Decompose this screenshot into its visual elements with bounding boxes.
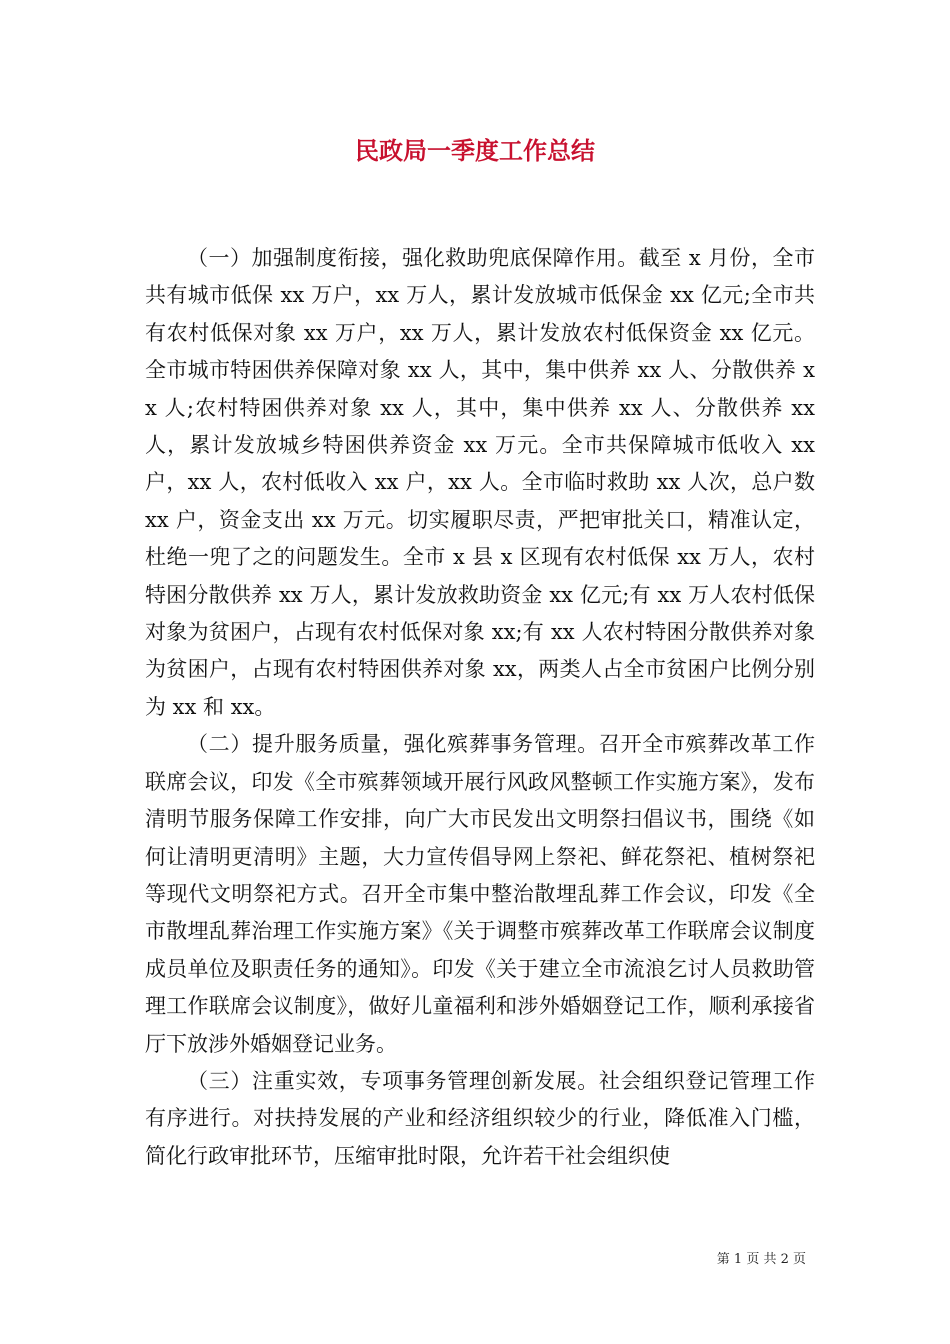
document-body <box>145 240 815 1175</box>
page-number-footer: 第 1 页 共 2 页 <box>716 1252 806 1267</box>
paragraph-3: （三）注重实效，专项事务管理创新发展。社会组织登记管理工作有序进行。对扶持发展的产业和经济组织较少的行业，降低准入门槛，简化行政审批环节，压缩审批时限，允许若干社会组织使 <box>145 1068 815 1168</box>
paragraph-2: （二）提升服务质量，强化殡葬事务管理。召开全市殡葬改革工作联席会议，印发《全市殡葬领域开展行风政风整顿工作实施方案》，发布清明节服务保障工作安排，向广大市民发出文明祭扫倡议书，围绕《如何让清明更清明》主题，大力宣传倡导网上祭祀、鲜花祭祀、植树祭祀等现代文明祭祀方式。召开全市集中整治散埋乱葬工作会议，印发《全市散埋乱葬治理工作实施方案》《关于调整市殡葬改革工作联席会议制度成员单位及职责任务的通知》。印发《关于建立全市流浪乞讨人员救助管理工作联席会议制度》，做好儿童福利和涉外婚姻登记工作，顺利承接省厅下放涉外婚姻登记业务。 <box>145 732 815 1056</box>
paragraph-1: （一）加强制度衔接，强化救助兜底保障作用。截至 x 月份，全市共有城市低保 xx 万户，xx 万人，累计发放城市低保金 xx 亿元;全市共有农村低保对象 xx 万户，xx 万人，累计发放农村低保资金 xx 亿元。全市城市特困供养保障对象 xx 人，其中，集中供养 xx 人、分散供养 xx 人;农村特困供养对象 xx 人，其中，集中供养 xx 人、分散供养 xx 人，累计发放城乡特困供养资金 xx 万元。全市共保障城市低收入 xx 户，xx 人，农村低收入 xx 户，xx 人。全市临时救助 xx 人次，总户数 xx 户，资金支出 xx 万元。切实履职尽责，严把审批关口，精准认定，杜绝一兜了之的问题发生。全市 x 县 x 区现有农村低保 xx 万人，农村特困分散供养 xx 万人，累计发放救助资金 xx 亿元;有 xx 万人农村低保对象为贫困户，占现有农村低保对象 xx;有 xx 人农村特困分散供养对象为贫困户，占现有农村特困供养对象 xx，两类人占全市贫困户比例分别为 xx 和 xx。 <box>145 246 815 719</box>
document-title: 民政局一季度工作总结 <box>355 136 595 165</box>
